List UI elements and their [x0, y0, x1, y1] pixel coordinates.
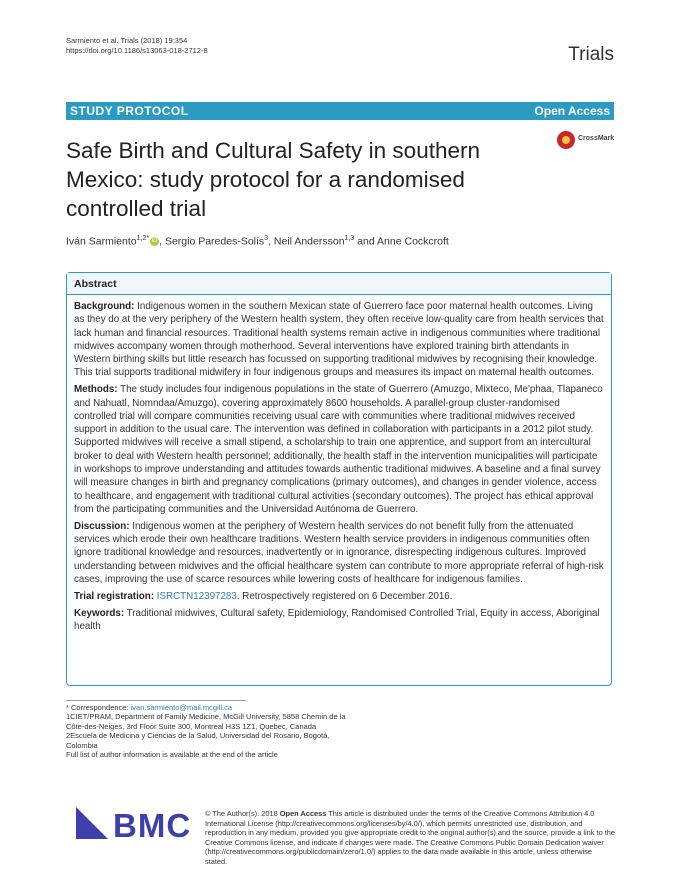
crossmark-label: CrossMark	[578, 135, 615, 142]
section-label: Discussion:	[74, 520, 130, 532]
license-statement	[205, 809, 615, 867]
crossmark-badge[interactable]	[557, 131, 617, 151]
affiliation-1: 1CIET/PRAM, Department of Family Medicine, McGill University, 5858 Chemin de la Côte-des-Neiges, 3rd Floor Suite 300, Montreal H3S 1Z1, Quebec, Canada	[66, 712, 346, 731]
author-info-note: Full list of author information is available at the end of the article	[66, 750, 278, 760]
license-prefix: © The Author(s). 2018	[205, 809, 280, 818]
abstract-body	[74, 300, 604, 637]
correspondence	[66, 703, 346, 712]
open-access-label: Open Access	[534, 104, 610, 118]
abstract-heading: Abstract	[74, 278, 117, 290]
article-type-banner	[66, 102, 614, 120]
trial-registration-link[interactable]: ISRCTN12397283	[156, 590, 237, 602]
author-list: Iván Sarmiento$^{1,2*}$ iD , Sergio Paredes-Solís$^3$, Neil Andersson$^{1,3}$ and Anne Cockcroft	[66, 235, 449, 248]
section-label: Trial registration:	[74, 590, 155, 602]
author-name: Neil Andersson	[273, 235, 345, 248]
correspondence-email-link[interactable]: ivan.sarmiento@mail.mcgill.ca	[130, 703, 233, 712]
footnote-divider	[66, 700, 246, 701]
section-label: Keywords:	[74, 607, 125, 619]
license-open-access: Open Access	[279, 809, 327, 818]
license-text: This article is distributed under the terms of the Creative Commons Attribution 4.0 International License (http://creativecommons.org/licenses/by/4.0/), which permits unrestricted use, distribution, and reproduction in any medium, provided you give appropriate credit to the original author(s) and the source, provide a link to the Creative Commons license, and indicate if changes were made. The Creative Commons Public Domain Dedication waiver (http://creativecommons.org/publicdomain/zero/1.0/) applies to the data made available in this article, unless otherwise stated.	[205, 809, 616, 866]
citation	[66, 36, 208, 56]
journal-name: Trials	[568, 44, 614, 65]
citation-line: Sarmiento et al. Trials (2018) 19:354	[66, 36, 188, 45]
abstract-header	[67, 273, 611, 295]
section-label: Methods:	[74, 384, 118, 396]
abstract-box	[66, 272, 612, 686]
orcid-icon[interactable]: iD	[151, 238, 158, 245]
section-text: Traditional midwives, Cultural safety, Epidemiology, Randomised Controlled Trial, Equity in access, Aboriginal health	[74, 607, 600, 632]
bmc-logo-icon	[76, 807, 108, 839]
abstract-discussion	[74, 520, 604, 586]
correspondence-label: * Correspondence:	[66, 703, 129, 712]
bmc-logo	[66, 803, 192, 844]
author-affiliation: 3	[264, 235, 269, 242]
abstract-methods	[74, 383, 604, 516]
article-type-label: STUDY PROTOCOL	[70, 104, 189, 118]
abstract-background	[74, 300, 604, 380]
footnotes	[66, 703, 346, 759]
bmc-logo-text: BMC	[113, 807, 192, 844]
author-affiliation: 1,3	[344, 235, 355, 242]
crossmark-icon	[557, 131, 575, 149]
section-text: Indigenous women in the southern Mexican state of Guerrero face poor maternal health outcomes. Living as they do at the very periphery of the Western health system, they often receive low-quality care from health services that lack human and financial resources. Traditional health systems remain active in indigenous communities where traditional midwives accompany women through motherhood. Several interventions have explored training birth attendants in Western birthing skills but little research has focussed on supporting traditional midwives by recognising their knowledge. This trial supports traditional midwifery in four indigenous groups and measures its impact on maternal health outcomes.	[74, 301, 604, 379]
article-title: Safe Birth and Cultural Safety in southern Mexico: study protocol for a randomised controlled trial	[66, 138, 480, 221]
section-text: Indigenous women at the periphery of Western health services do not benefit fully from the attenuated services which erode their own healthcare traditions. Western health service providers in indigenous communities often ignore traditional knowledge and resources, inadvertently or in ignorance, disrespecting indigenous cultures. Improved understanding between midwives and the official healthcare system can contribute to more appropriate referral of high-risk cases, improving the use of scarce resources while lowering costs of healthcare for indigenous families.	[74, 520, 604, 585]
author-name: Sergio Paredes-Solís	[164, 235, 265, 248]
abstract-keywords	[74, 607, 604, 634]
affiliation-2: 2Escuela de Medicina y Ciencias de la Salud, Universidad del Rosario, Bogotá, Colombia	[66, 731, 330, 750]
author-name: Anne Cockcroft	[377, 235, 449, 248]
abstract-trial-registration	[74, 590, 604, 603]
section-text: . Retrospectively registered on 6 December 2016.	[236, 590, 453, 602]
author-name: Iván Sarmiento	[66, 235, 137, 248]
section-text: The study includes four indigenous populations in the state of Guerrero (Amuzgo, Mixteco, Me'phaa, Tlapaneco and Nahuatl, Nomndaa/Amuzgo), covering approximately 8600 households. A parallel-group cluster-randomised controlled trial will compare communities receiving usual care with communities where traditional midwives received support in addition to the usual care. The intervention was defined in collaboration with participants in a 2012 pilot study. Supported midwives will receive a small stipend, a scholarship to train one apprentice, and support from an intercultural broker to deal with Western health personnel; additionally, the health staff in the intervention municipalities will participate in workshops to improve understanding and attitudes towards authentic traditional midwives. A baseline and a final survey will measure changes in birth and pregnancy complications (primary outcomes), and changes in gender violence, access to healthcare, and engagement with traditional cultural activities (secondary outcomes). The project has ethical approval from the participating communities and the Universidad Autónoma de Guerrero.	[74, 384, 603, 515]
section-label: Background:	[74, 301, 135, 312]
author-affiliation: 1,2*	[136, 235, 150, 242]
doi-link[interactable]: https://doi.org/10.1186/s13063-018-2712-8	[66, 46, 208, 55]
